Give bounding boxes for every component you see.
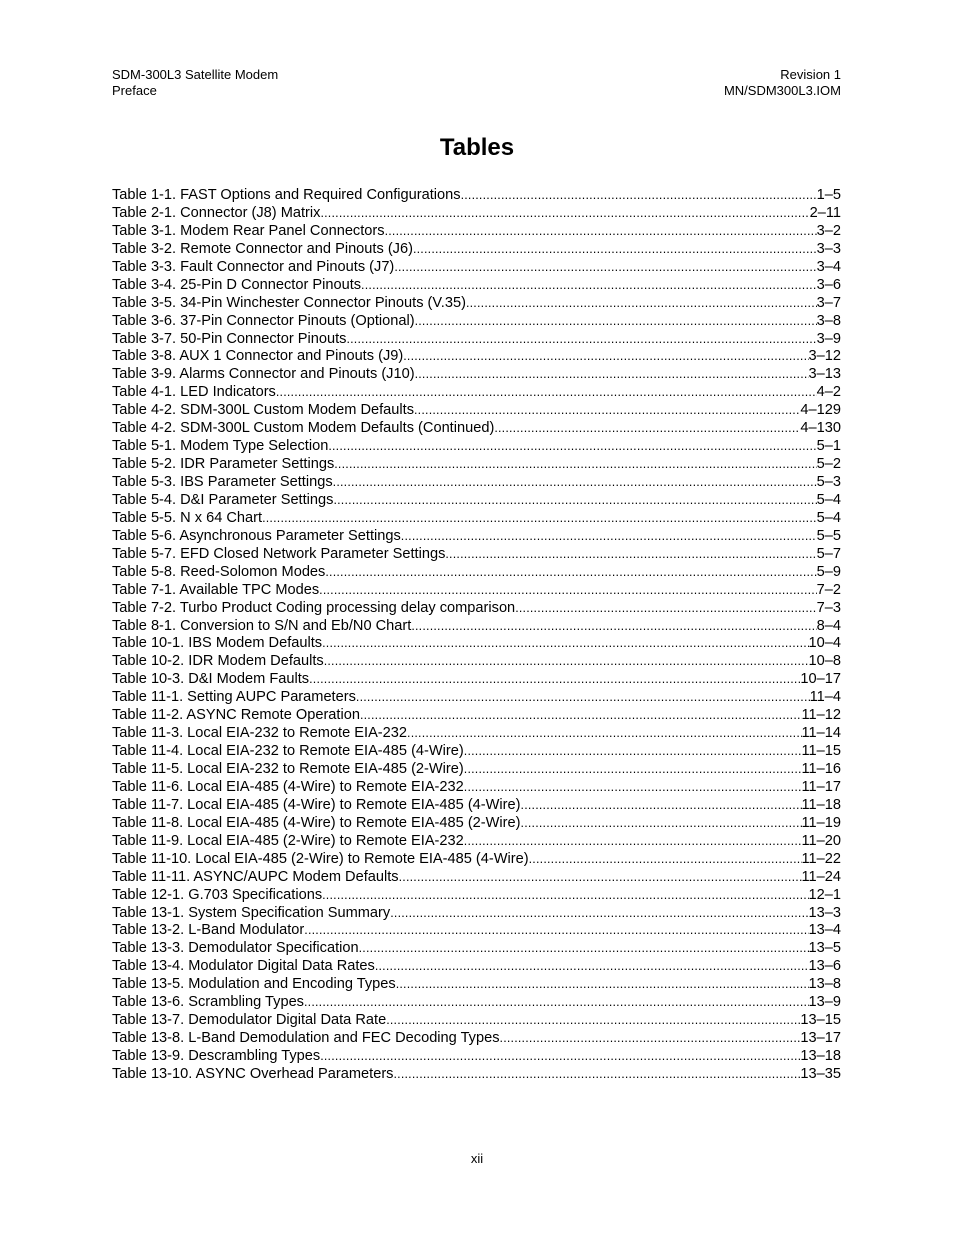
toc-entry-label[interactable]: Table 13-2. L-Band Modulator xyxy=(112,922,305,939)
toc-entry-page[interactable]: 5–4 xyxy=(816,491,841,508)
dot-leader xyxy=(445,545,816,563)
document-title: SDM-300L3 Satellite Modem xyxy=(112,67,279,82)
toc-entry-label[interactable]: Table 11-6. Local EIA-485 (4-Wire) to Remote EIA-232 xyxy=(112,778,464,795)
toc-entry[interactable] xyxy=(112,993,841,1011)
dot-leader xyxy=(328,437,816,455)
toc-entry-label[interactable]: Table 12-1. G.703 Specifications xyxy=(112,886,323,903)
toc-entry-page[interactable]: 3–13 xyxy=(808,366,841,383)
toc-entry-label[interactable]: Table 13-6. Scrambling Types xyxy=(112,994,304,1011)
toc-entry-page[interactable]: 11–24 xyxy=(801,868,841,885)
dot-leader xyxy=(304,921,808,939)
toc-entry-label[interactable]: Table 13-8. L-Band Demodulation and FEC Decoding Types xyxy=(112,1030,500,1047)
toc-entry-label[interactable]: Table 5-7. EFD Closed Network Parameter Settings xyxy=(112,545,446,562)
dot-leader xyxy=(334,455,816,473)
dot-leader xyxy=(464,778,802,796)
dot-leader xyxy=(322,886,808,904)
toc-entry-page[interactable]: 5–2 xyxy=(816,456,841,473)
dot-leader xyxy=(407,724,801,742)
toc-entry-page[interactable]: 13–4 xyxy=(808,922,841,939)
toc-entry-label[interactable]: Table 11-5. Local EIA-232 to Remote EIA-485 (2-Wire) xyxy=(112,761,464,777)
header-right xyxy=(724,67,841,99)
dot-leader xyxy=(521,796,802,814)
toc-entry-page[interactable]: 11–4 xyxy=(809,689,841,706)
toc-entry[interactable] xyxy=(112,491,841,509)
dot-leader xyxy=(411,617,816,635)
dot-leader xyxy=(276,383,817,401)
toc-entry[interactable] xyxy=(112,222,841,240)
toc-entry-label[interactable]: Table 5-4. D&I Parameter Settings xyxy=(112,491,334,508)
toc-entry[interactable] xyxy=(112,634,841,652)
toc-entry[interactable] xyxy=(112,383,841,401)
toc-entry[interactable] xyxy=(112,904,841,922)
toc-entry-label[interactable]: Table 13-5. Modulation and Encoding Types xyxy=(112,976,396,993)
toc-entry-label[interactable]: Table 11-10. Local EIA-485 (2-Wire) to Remote EIA-485 (4-Wire) xyxy=(112,850,529,867)
toc-entry-label[interactable]: Table 11-2. ASYNC Remote Operation xyxy=(112,707,360,724)
toc-entry[interactable] xyxy=(112,437,841,455)
dot-leader xyxy=(262,509,817,527)
toc-entry[interactable] xyxy=(112,240,841,258)
toc-entry-page[interactable]: 3–3 xyxy=(816,240,841,257)
toc-entry[interactable] xyxy=(112,796,841,814)
toc-entry-page[interactable]: 3–12 xyxy=(808,348,841,365)
toc-entry-page[interactable]: 13–15 xyxy=(800,1012,841,1029)
toc-entry-label[interactable]: Table 11-4. Local EIA-232 to Remote EIA-485 (4-Wire) xyxy=(112,743,464,760)
toc-entry-page[interactable]: 11–19 xyxy=(801,814,841,831)
dot-leader xyxy=(309,670,800,688)
dot-leader xyxy=(399,868,802,886)
toc-entry[interactable] xyxy=(112,581,841,599)
dot-leader xyxy=(359,939,809,957)
toc-entry-label[interactable]: Table 2-1. Connector (J8) Matrix xyxy=(112,204,321,221)
dot-leader xyxy=(390,904,808,922)
page-number: xii xyxy=(470,1151,484,1166)
toc-entry-page[interactable]: 7–2 xyxy=(816,581,841,598)
toc-entry[interactable] xyxy=(112,1011,841,1029)
toc-entry-page[interactable]: 5–4 xyxy=(816,509,841,526)
toc-entry-page[interactable]: 13–9 xyxy=(808,994,841,1011)
toc-entry[interactable] xyxy=(112,563,841,581)
toc-entry-label[interactable]: Table 3-5. 34-Pin Winchester Connector Pinouts (V.35) xyxy=(112,294,466,311)
dot-leader xyxy=(464,742,802,760)
toc-entry-label[interactable]: Table 13-7. Demodulator Digital Data Rate xyxy=(112,1012,387,1029)
toc-entry-page[interactable]: 1–5 xyxy=(816,187,841,203)
dot-leader xyxy=(515,599,816,617)
toc-entry-label[interactable]: Table 4-1. LED Indicators xyxy=(112,384,276,401)
toc-entry[interactable] xyxy=(112,706,841,724)
toc-entry-label[interactable]: Table 5-2. IDR Parameter Settings xyxy=(112,456,335,473)
toc-entry[interactable] xyxy=(112,760,841,778)
toc-entry[interactable] xyxy=(112,312,841,330)
toc-entry-page[interactable]: 4–2 xyxy=(816,384,841,401)
toc-entry-page[interactable]: 11–16 xyxy=(801,761,841,777)
dot-leader xyxy=(529,850,802,868)
toc-entry-page[interactable]: 10–17 xyxy=(800,671,841,688)
toc-entry-label[interactable]: Table 7-2. Turbo Product Coding processing delay comparison xyxy=(112,599,516,616)
toc-entry-page[interactable]: 11–20 xyxy=(801,832,841,849)
toc-entry[interactable] xyxy=(112,599,841,617)
toc-entry-label[interactable]: Table 3-7. 50-Pin Connector Pinouts xyxy=(112,330,347,347)
tables-list xyxy=(112,186,841,1083)
toc-entry-label[interactable]: Table 11-8. Local EIA-485 (4-Wire) to Remote EIA-485 (2-Wire) xyxy=(112,814,521,831)
toc-entry[interactable] xyxy=(112,330,841,348)
toc-entry-label[interactable]: Table 13-3. Demodulator Specification xyxy=(112,940,359,957)
toc-entry-page[interactable]: 13–8 xyxy=(808,976,841,993)
toc-entry[interactable] xyxy=(112,886,841,904)
toc-entry-label[interactable]: Table 10-3. D&I Modem Faults xyxy=(112,671,310,688)
dot-leader xyxy=(466,294,817,312)
toc-entry[interactable] xyxy=(112,742,841,760)
toc-entry-label[interactable]: Table 5-6. Asynchronous Parameter Settings xyxy=(112,527,401,544)
toc-entry-page[interactable]: 13–17 xyxy=(800,1030,841,1047)
toc-entry[interactable] xyxy=(112,832,841,850)
toc-entry-label[interactable]: Table 3-9. Alarms Connector and Pinouts (J10) xyxy=(112,366,415,383)
toc-entry[interactable] xyxy=(112,276,841,294)
toc-entry[interactable] xyxy=(112,509,841,527)
dot-leader xyxy=(500,1029,801,1047)
dot-leader xyxy=(320,1047,800,1065)
toc-entry[interactable] xyxy=(112,347,841,365)
header-left xyxy=(112,67,278,99)
toc-entry-page[interactable]: 5–1 xyxy=(816,438,841,455)
toc-entry-label[interactable]: Table 13-9. Descrambling Types xyxy=(112,1048,321,1064)
toc-entry-page[interactable]: 11–17 xyxy=(801,778,841,795)
dot-leader xyxy=(385,222,817,240)
toc-entry-label[interactable]: Table 13-4. Modulator Digital Data Rates xyxy=(112,958,375,975)
dot-leader xyxy=(396,975,809,993)
toc-entry-label[interactable]: Table 5-3. IBS Parameter Settings xyxy=(112,474,333,490)
dot-leader xyxy=(360,706,802,724)
toc-entry[interactable] xyxy=(112,688,841,706)
toc-entry[interactable] xyxy=(112,401,841,419)
dot-leader xyxy=(346,330,816,348)
toc-entry-page[interactable]: 5–5 xyxy=(816,527,841,544)
toc-entry-label[interactable]: Table 8-1. Conversion to S/N and Eb/N0 Chart xyxy=(112,617,412,634)
toc-entry-label[interactable]: Table 1-1. FAST Options and Required Configurations xyxy=(112,187,461,203)
toc-entry-label[interactable]: Table 13-10. ASYNC Overhead Parameters xyxy=(112,1065,394,1082)
page-title: Tables xyxy=(439,134,515,161)
toc-entry[interactable] xyxy=(112,204,841,222)
toc-entry-label[interactable]: Table 10-2. IDR Modem Defaults xyxy=(112,653,324,670)
toc-entry-page[interactable]: 7–3 xyxy=(816,599,841,616)
dot-leader xyxy=(320,204,809,222)
toc-entry-page[interactable]: 13–5 xyxy=(808,940,841,957)
toc-entry[interactable] xyxy=(112,617,841,635)
dot-leader xyxy=(386,1011,800,1029)
toc-entry-page[interactable]: 3–6 xyxy=(816,276,841,293)
toc-entry-label[interactable]: Table 11-9. Local EIA-485 (2-Wire) to Remote EIA-232 xyxy=(112,832,464,849)
dot-leader xyxy=(394,258,816,276)
toc-entry-label[interactable]: Table 3-3. Fault Connector and Pinouts (J7) xyxy=(112,258,395,275)
dot-leader xyxy=(415,365,809,383)
toc-entry-page[interactable]: 5–3 xyxy=(816,474,841,490)
toc-entry-label[interactable]: Table 11-3. Local EIA-232 to Remote EIA-232 xyxy=(112,725,408,742)
toc-entry-label[interactable]: Table 5-1. Modem Type Selection xyxy=(112,438,329,455)
toc-entry-label[interactable]: Table 7-1. Available TPC Modes xyxy=(112,581,320,598)
toc-entry-page[interactable]: 3–2 xyxy=(816,222,841,239)
toc-entry-page[interactable]: 3–7 xyxy=(816,294,841,311)
dot-leader xyxy=(464,832,802,850)
dot-leader xyxy=(322,634,808,652)
toc-entry[interactable] xyxy=(112,365,841,383)
toc-entry[interactable] xyxy=(112,652,841,670)
toc-entry[interactable] xyxy=(112,1047,841,1065)
toc-entry-page[interactable]: 11–18 xyxy=(801,796,841,813)
dot-leader xyxy=(304,993,809,1011)
toc-entry[interactable] xyxy=(112,868,841,886)
toc-entry-page[interactable]: 13–18 xyxy=(800,1048,841,1064)
toc-entry[interactable] xyxy=(112,957,841,975)
dot-leader xyxy=(415,312,817,330)
dot-leader xyxy=(401,527,817,545)
toc-entry[interactable] xyxy=(112,921,841,939)
toc-entry-page[interactable]: 13–3 xyxy=(808,904,841,921)
toc-entry[interactable] xyxy=(112,545,841,563)
toc-entry-page[interactable]: 13–6 xyxy=(808,958,841,975)
toc-entry[interactable] xyxy=(112,473,841,491)
toc-entry-label[interactable]: Table 3-1. Modem Rear Panel Connectors xyxy=(112,222,385,239)
toc-entry-page[interactable]: 10–4 xyxy=(808,635,841,652)
toc-entry-label[interactable]: Table 5-8. Reed-Solomon Modes xyxy=(112,563,326,580)
toc-entry-page[interactable]: 11–15 xyxy=(801,743,841,760)
dot-leader xyxy=(403,347,808,365)
toc-entry-page[interactable]: 2–11 xyxy=(809,204,841,221)
dot-leader xyxy=(375,957,809,975)
toc-entry[interactable] xyxy=(112,670,841,688)
revision-label: Revision 1 xyxy=(780,67,841,82)
toc-entry-page[interactable]: 4–130 xyxy=(800,420,841,437)
toc-entry[interactable] xyxy=(112,850,841,868)
toc-entry-page[interactable]: 11–12 xyxy=(801,707,841,724)
manual-number: MN/SDM300L3.IOM xyxy=(723,83,841,98)
toc-entry-page[interactable]: 3–9 xyxy=(816,330,841,347)
toc-entry-label[interactable]: Table 10-1. IBS Modem Defaults xyxy=(112,635,323,652)
toc-entry-label[interactable]: Table 11-1. Setting AUPC Parameters xyxy=(112,689,356,706)
toc-entry-label[interactable]: Table 3-6. 37-Pin Connector Pinouts (Optional) xyxy=(112,312,415,329)
toc-entry-page[interactable]: 8–4 xyxy=(816,617,841,634)
toc-entry[interactable] xyxy=(112,724,841,742)
toc-entry-label[interactable]: Table 4-2. SDM-300L Custom Modem Defaults (Continued) xyxy=(112,420,495,437)
dot-leader xyxy=(461,186,817,204)
dot-leader xyxy=(333,473,817,491)
toc-entry-label[interactable]: Table 4-2. SDM-300L Custom Modem Defaults xyxy=(112,402,414,419)
toc-entry-page[interactable]: 11–14 xyxy=(801,725,841,742)
toc-entry-page[interactable]: 3–4 xyxy=(816,258,841,275)
dot-leader xyxy=(494,419,800,437)
toc-entry-label[interactable]: Table 11-7. Local EIA-485 (4-Wire) to Remote EIA-485 (4-Wire) xyxy=(112,796,521,813)
toc-entry-label[interactable]: Table 13-1. System Specification Summary xyxy=(112,904,391,921)
toc-entry-label[interactable]: Table 11-11. ASYNC/AUPC Modem Defaults xyxy=(112,868,399,885)
dot-leader xyxy=(413,240,817,258)
toc-entry-label[interactable]: Table 3-4. 25-Pin D Connector Pinouts xyxy=(112,276,362,293)
toc-entry[interactable] xyxy=(112,814,841,832)
toc-entry-label[interactable]: Table 3-8. AUX 1 Connector and Pinouts (J9) xyxy=(112,348,404,365)
toc-entry[interactable] xyxy=(112,527,841,545)
toc-entry-label[interactable]: Table 3-2. Remote Connector and Pinouts (J6) xyxy=(112,240,413,257)
section-name: Preface xyxy=(112,83,157,98)
toc-entry-page[interactable]: 3–8 xyxy=(816,312,841,329)
toc-entry[interactable] xyxy=(112,186,841,204)
dot-leader xyxy=(521,814,802,832)
toc-entry-label[interactable]: Table 5-5. N x 64 Chart xyxy=(112,509,263,526)
toc-entry-page[interactable]: 11–22 xyxy=(801,850,841,867)
toc-entry-page[interactable]: 4–129 xyxy=(800,402,841,419)
dot-leader xyxy=(325,563,816,581)
dot-leader xyxy=(324,652,809,670)
toc-entry[interactable] xyxy=(112,258,841,276)
toc-entry[interactable] xyxy=(112,455,841,473)
dot-leader xyxy=(393,1065,800,1083)
toc-entry-page[interactable]: 13–35 xyxy=(800,1065,841,1082)
dot-leader xyxy=(356,688,810,706)
toc-entry-page[interactable]: 5–7 xyxy=(816,545,841,562)
toc-entry-page[interactable]: 12–1 xyxy=(808,886,841,903)
toc-entry[interactable] xyxy=(112,778,841,796)
toc-entry-page[interactable]: 5–9 xyxy=(816,563,841,580)
dot-leader xyxy=(464,760,802,778)
dot-leader xyxy=(361,276,817,294)
toc-entry[interactable] xyxy=(112,294,841,312)
toc-entry-page[interactable]: 10–8 xyxy=(808,653,841,670)
toc-entry[interactable] xyxy=(112,975,841,993)
dot-leader xyxy=(333,491,816,509)
dot-leader xyxy=(319,581,817,599)
toc-entry[interactable] xyxy=(112,939,841,957)
dot-leader xyxy=(414,401,800,419)
toc-entry[interactable] xyxy=(112,419,841,437)
toc-entry[interactable] xyxy=(112,1029,841,1047)
toc-entry[interactable] xyxy=(112,1065,841,1083)
